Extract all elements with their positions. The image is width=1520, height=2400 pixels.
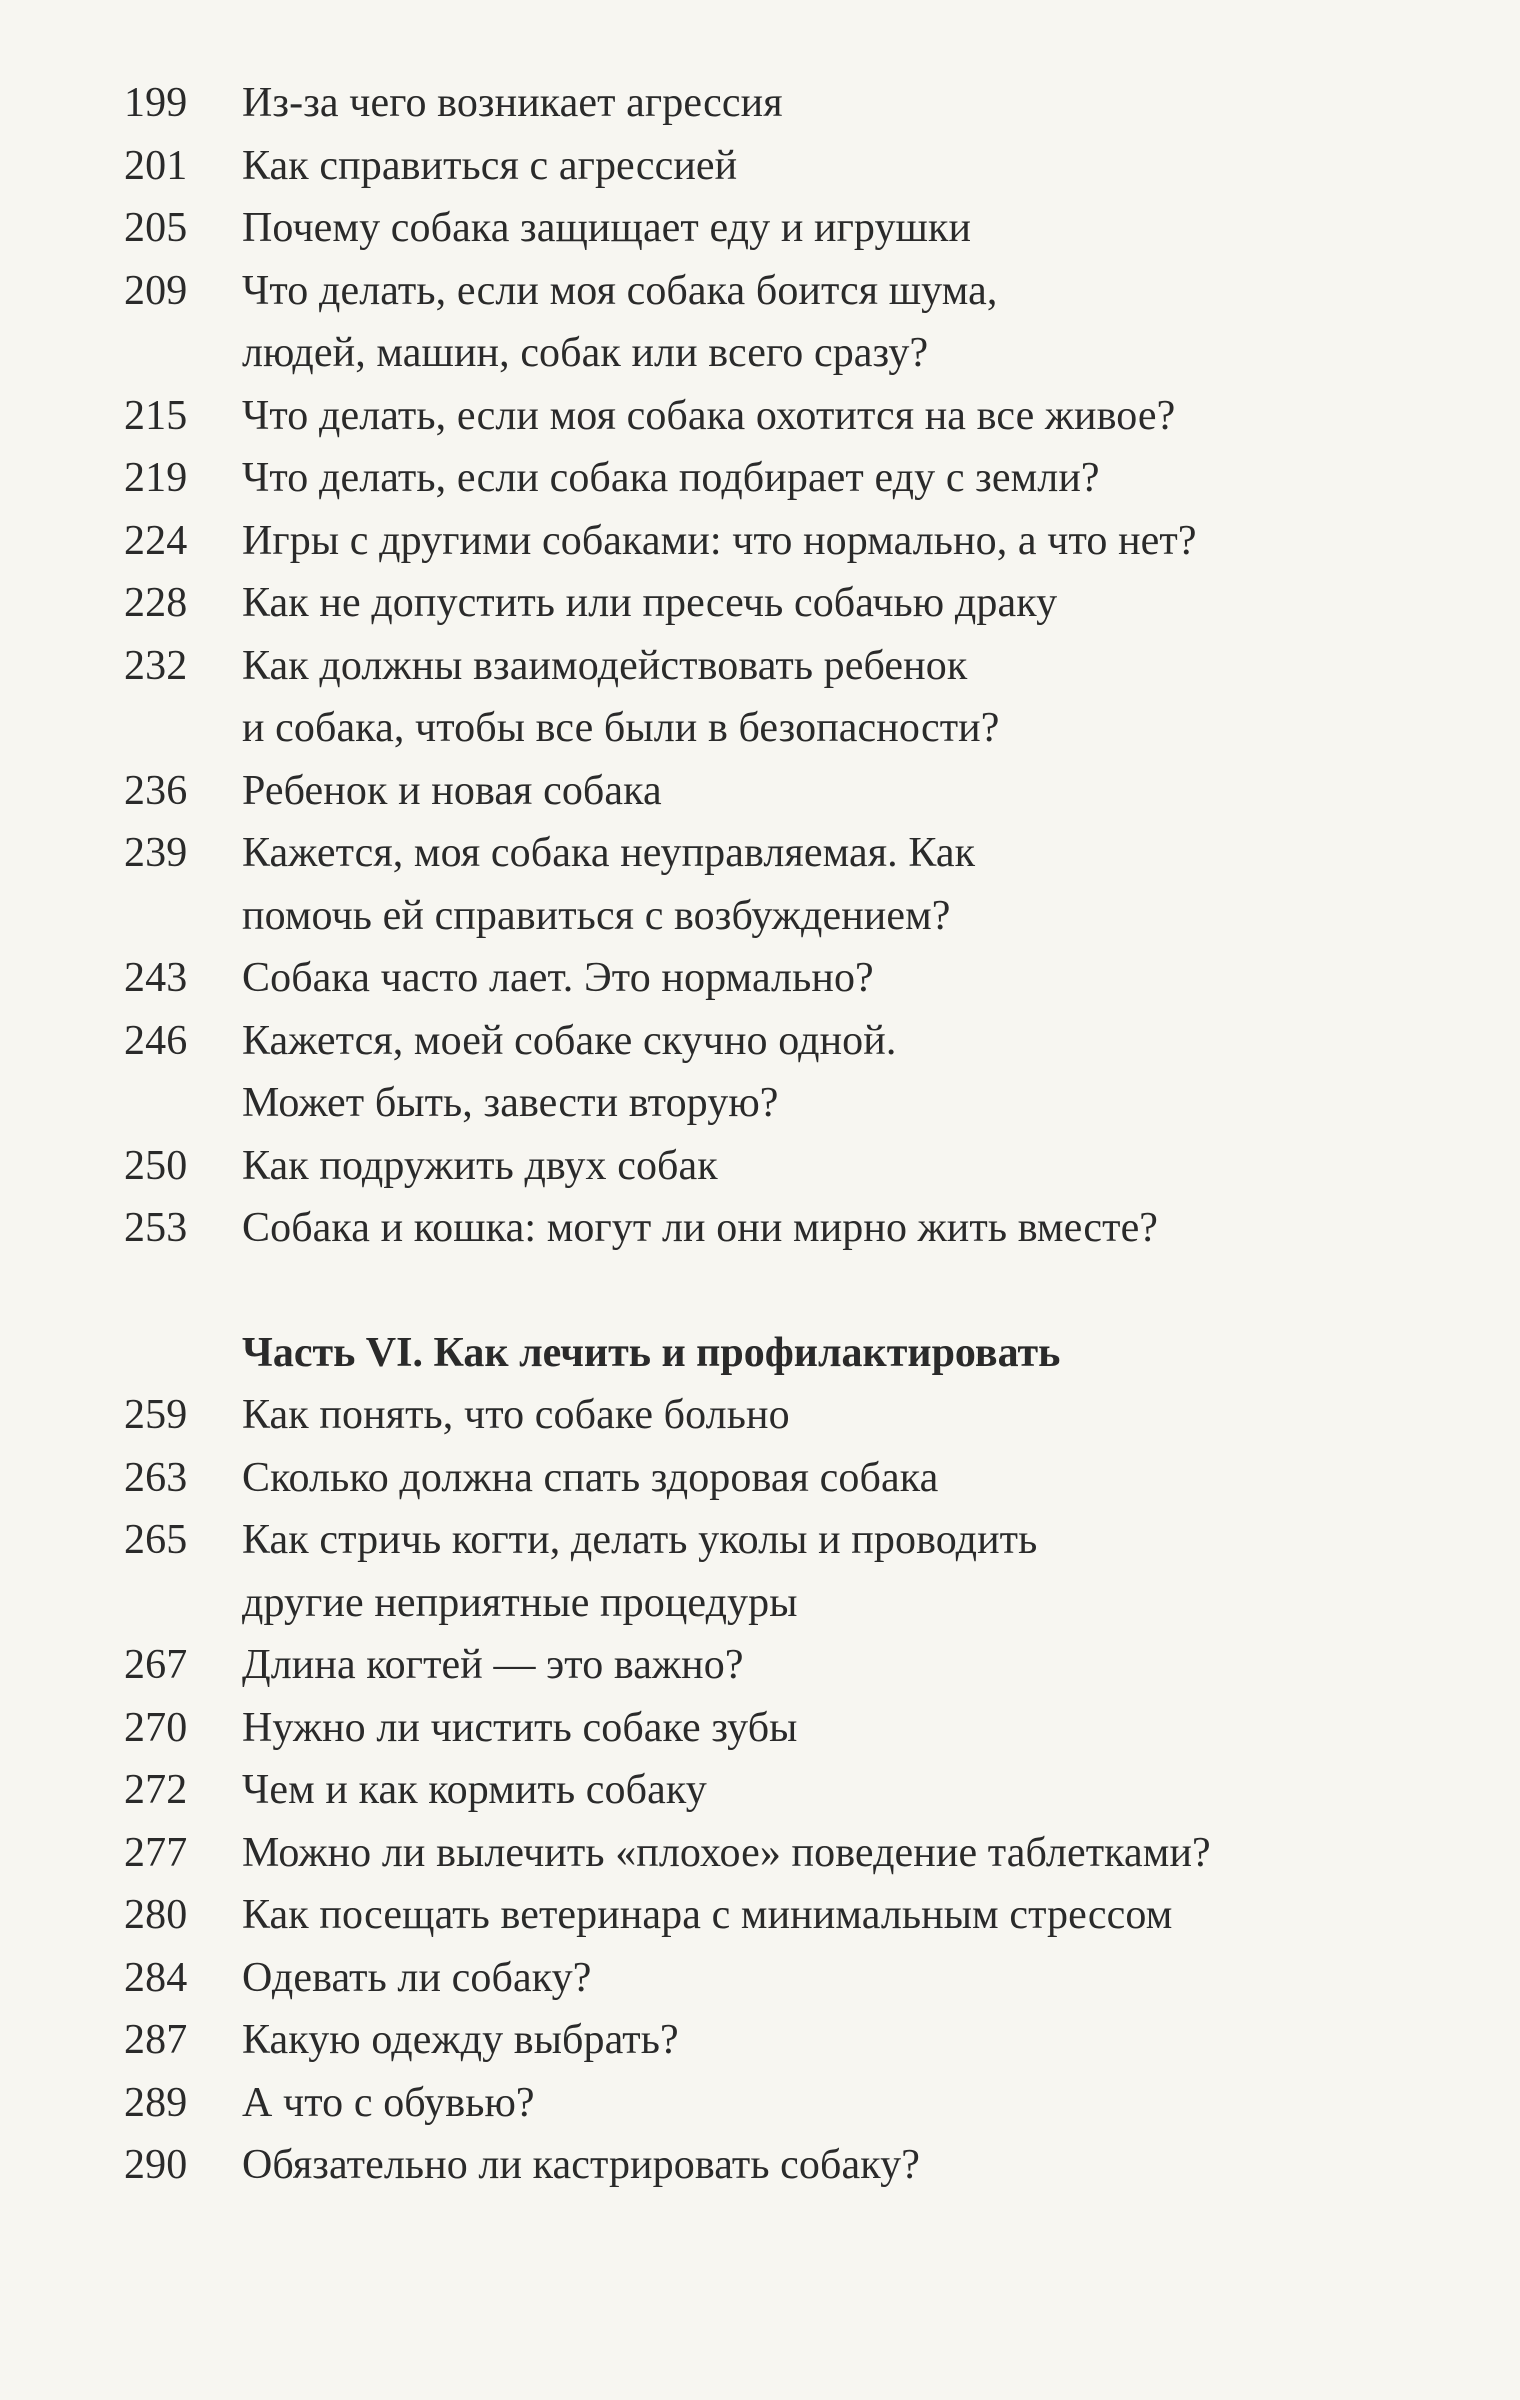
toc-entry-title-line: Как должны взаимодействовать ребенок xyxy=(242,642,968,689)
toc-entry-title-line: Длина когтей — это важно? xyxy=(242,1642,744,1688)
toc-entry-title-line: Кажется, моей собаке скучно одной. xyxy=(242,1017,897,1064)
toc-page-number: 250 xyxy=(124,1142,188,1189)
toc-entry-title-line: людей, машин, собак или всего сразу? xyxy=(242,330,929,376)
toc-entry xyxy=(0,385,1520,448)
toc-entry xyxy=(0,760,1520,823)
toc-entry-title-line: Игры с другими собаками: что нормально, а что нет? xyxy=(242,517,1197,564)
toc-entry-title-line: Как стричь когти, делать уколы и проводить xyxy=(242,1517,1038,1563)
toc-entry-title-line: Собака часто лает. Это нормально? xyxy=(242,955,874,1001)
toc-page-number: 290 xyxy=(124,2142,188,2188)
toc-entry-title-line: Почему собака защищает еду и игрушки xyxy=(242,205,972,251)
toc-entry xyxy=(0,1759,1520,1822)
toc-entry-title-line: Как посещать ветеринара с минимальным стрессом xyxy=(242,1892,1173,1938)
toc-page-number: 259 xyxy=(124,1392,188,1438)
toc-entry xyxy=(0,1947,1520,2010)
toc-entry-title-line: и собака, чтобы все были в безопасности? xyxy=(242,705,1000,751)
toc-page-number: 209 xyxy=(124,267,188,314)
toc-entry xyxy=(0,572,1520,635)
toc-entry xyxy=(0,2009,1520,2072)
toc-entry-title-line: Как не допустить или пресечь собачью драку xyxy=(242,580,1058,626)
toc-page-number: 284 xyxy=(124,1954,188,2001)
toc-entry xyxy=(0,1822,1520,1885)
toc-entry xyxy=(0,197,1520,260)
toc-entry xyxy=(0,1447,1520,1510)
section-heading: Часть VI. Как лечить и профилактировать xyxy=(242,1329,1061,1376)
toc-page-number: 246 xyxy=(124,1017,188,1064)
toc-page-number: 219 xyxy=(124,455,188,501)
toc-entry-title-line: Как подружить двух собак xyxy=(242,1142,718,1189)
toc-page-number: 280 xyxy=(124,1892,188,1938)
toc-entry-title-line: Одевать ли собаку? xyxy=(242,1954,592,2001)
toc-page-number: 263 xyxy=(124,1454,188,1501)
toc-page-number: 201 xyxy=(124,142,188,189)
toc-entry xyxy=(0,2134,1520,2197)
toc-entry xyxy=(0,1135,1520,1198)
toc-entry xyxy=(0,947,1520,1010)
toc-entry xyxy=(0,260,1520,385)
toc-page-number: 243 xyxy=(124,955,188,1001)
toc-entry-title-line: Как понять, что собаке больно xyxy=(242,1392,790,1438)
toc-page-number: 239 xyxy=(124,830,188,876)
toc-page-number: 224 xyxy=(124,517,188,564)
toc-page-number: 270 xyxy=(124,1704,188,1751)
toc-entry-title-line: Кажется, моя собака неуправляемая. Как xyxy=(242,830,976,876)
toc-page-number: 289 xyxy=(124,2079,188,2126)
toc-entry-title-line: Как справиться с агрессией xyxy=(242,142,738,189)
toc-page-number: 205 xyxy=(124,205,188,251)
toc-page-number: 215 xyxy=(124,392,188,439)
toc-entry xyxy=(0,822,1520,947)
toc-entry-title-line: Может быть, завести вторую? xyxy=(242,1080,779,1126)
toc-page-number: 236 xyxy=(124,767,188,814)
toc-entry xyxy=(0,510,1520,573)
toc-entry xyxy=(0,1697,1520,1760)
toc-entry xyxy=(0,1509,1520,1634)
toc-entry-title-line: Что делать, если собака подбирает еду с земли? xyxy=(242,455,1100,501)
toc-page-number: 272 xyxy=(124,1767,188,1813)
toc-entry-title-line: другие неприятные процедуры xyxy=(242,1579,798,1626)
toc-entry xyxy=(0,1197,1520,1260)
toc-entry-title-line: Собака и кошка: могут ли они мирно жить вместе? xyxy=(242,1205,1159,1251)
toc-list-part-a xyxy=(0,72,1520,1260)
toc-entry-title-line: Обязательно ли кастрировать собаку? xyxy=(242,2142,920,2188)
toc-entry xyxy=(0,635,1520,760)
toc-list-part-b xyxy=(0,1384,1520,2197)
toc-page-number: 232 xyxy=(124,642,188,689)
toc-page-number: 267 xyxy=(124,1642,188,1688)
toc-entry-title-line: А что с обувью? xyxy=(242,2079,535,2126)
toc-page-number: 277 xyxy=(124,1829,188,1876)
toc-entry-title-line: Нужно ли чистить собаке зубы xyxy=(242,1704,798,1751)
toc-page-number: 199 xyxy=(124,80,188,126)
toc-entry-title-line: Можно ли вылечить «плохое» поведение таблетками? xyxy=(242,1829,1211,1876)
toc-entry-title-line: Чем и как кормить собаку xyxy=(242,1767,707,1813)
toc-entry-title-line: Ребенок и новая собака xyxy=(242,767,662,814)
toc-page-number: 228 xyxy=(124,580,188,626)
toc-entry-title-line: Что делать, если моя собака охотится на все живое? xyxy=(242,392,1176,439)
toc-entry xyxy=(0,447,1520,510)
toc-entry-title-line: Какую одежду выбрать? xyxy=(242,2017,679,2063)
toc-entry xyxy=(0,2072,1520,2135)
toc-page-number: 265 xyxy=(124,1517,188,1563)
toc-entry xyxy=(0,1634,1520,1697)
toc-page-number: 287 xyxy=(124,2017,188,2063)
toc-entry-title-line: помочь ей справиться с возбуждением? xyxy=(242,892,951,939)
toc-entry xyxy=(0,135,1520,198)
toc-entry xyxy=(0,1884,1520,1947)
toc-entry-title-line: Сколько должна спать здоровая собака xyxy=(242,1454,939,1501)
toc-entry-title-line: Что делать, если моя собака боится шума, xyxy=(242,267,998,314)
toc-entry xyxy=(0,72,1520,135)
toc-entry-title-line: Из-за чего возникает агрессия xyxy=(242,80,783,126)
toc-page-number: 253 xyxy=(124,1205,188,1251)
toc-entry xyxy=(0,1384,1520,1447)
toc-entry xyxy=(0,1010,1520,1135)
